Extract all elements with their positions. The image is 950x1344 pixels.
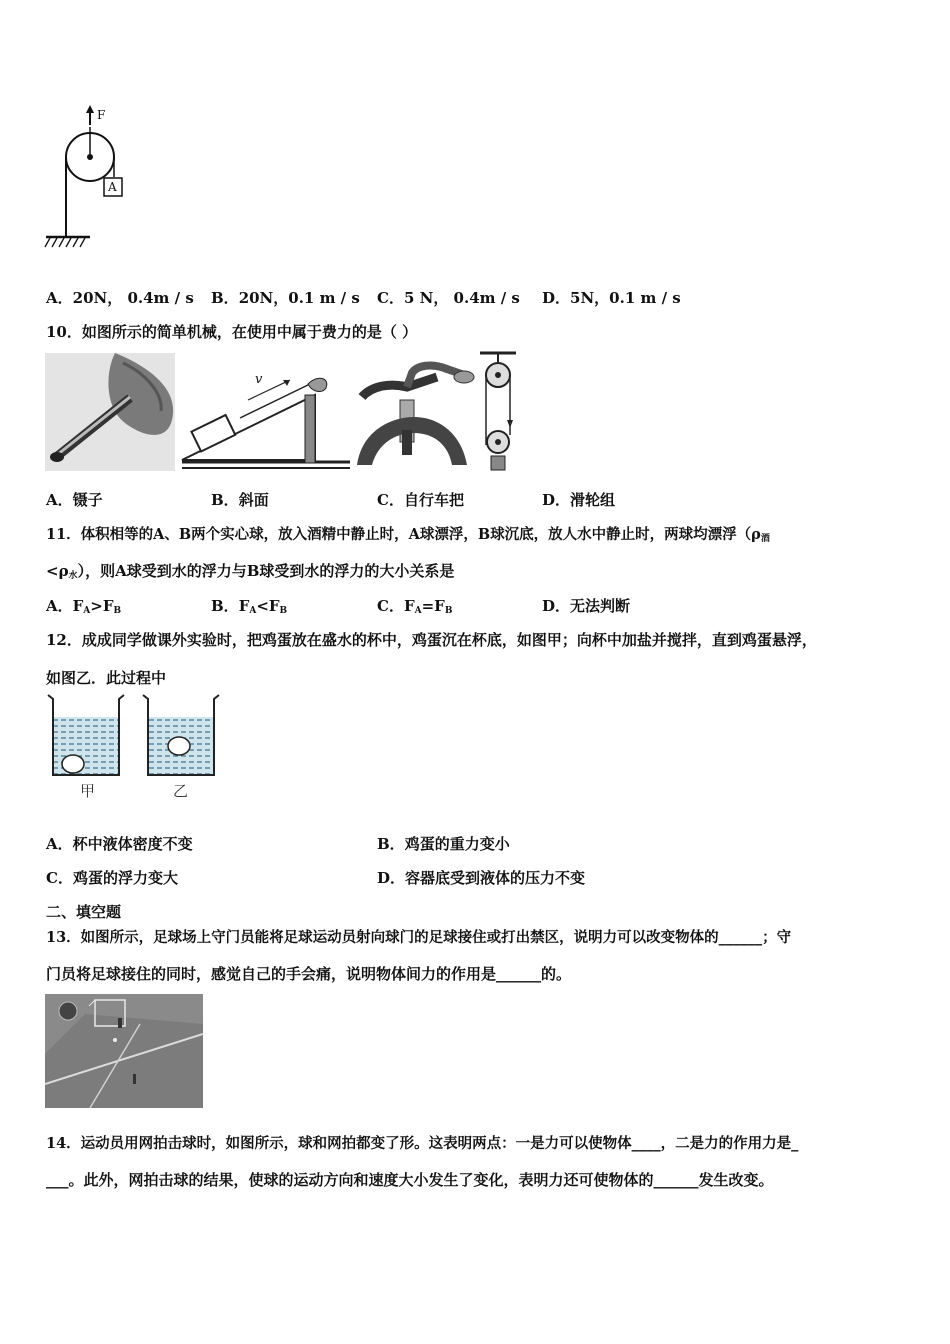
option-letter: B． bbox=[211, 289, 239, 307]
option-letter: A． bbox=[46, 289, 73, 307]
option-letter: D． bbox=[542, 289, 571, 307]
option-letter: D． bbox=[542, 491, 571, 509]
option-text: 滑轮组 bbox=[570, 491, 616, 509]
q12-stem-line1: 12．成成同学做课外实验时，把鸡蛋放在盛水的杯中，鸡蛋沉在杯底，如图甲；向杯中加盐并搅拌，直到鸡蛋悬浮， bbox=[46, 631, 817, 649]
q13-line2: 门员将足球接住的同时，感觉自己的手会痛，说明物体间力的作用是______的。 bbox=[46, 965, 572, 983]
option-letter: C． bbox=[377, 491, 404, 509]
cups-figure bbox=[44, 693, 224, 803]
cup-label-jia: 甲 bbox=[80, 782, 96, 800]
q14-line1: 14．运动员用网拍击球时，如图所示，球和网拍都变了形。这表明两点：一是力可以使物体____，二是力的作用力是_ bbox=[46, 1135, 799, 1152]
q10-option-a[interactable] bbox=[46, 489, 103, 510]
incline-figure bbox=[180, 370, 352, 470]
q10-option-d[interactable] bbox=[542, 489, 615, 510]
option-text: 自行车把 bbox=[403, 491, 464, 509]
q12-option-c[interactable]: C．鸡蛋的浮力变大 bbox=[46, 869, 178, 887]
pulley-block-figure bbox=[478, 350, 518, 475]
q9-option-d[interactable] bbox=[542, 287, 681, 308]
option-text: 镊子 bbox=[72, 491, 103, 509]
q12-option-a[interactable]: A．杯中液体密度不变 bbox=[46, 835, 193, 853]
soccer-field-figure bbox=[45, 994, 203, 1108]
q10-option-b[interactable] bbox=[211, 489, 269, 510]
q12-stem-line2: 如图乙．此过程中 bbox=[46, 669, 167, 687]
option-letter: A． bbox=[46, 491, 73, 509]
option-text: 20N， 0.4m / s bbox=[72, 289, 194, 307]
q10-stem: 10．如图所示的简单机械，在使用中属于费力的是（ ） bbox=[46, 323, 418, 341]
option-text: 斜面 bbox=[238, 491, 269, 509]
q11-option-a[interactable]: A．$F_A>F_B$ bbox=[46, 597, 122, 616]
bicycle-handlebar-figure bbox=[352, 355, 477, 473]
q9-option-c[interactable] bbox=[377, 287, 520, 308]
cup-label-yi: 乙 bbox=[173, 782, 189, 800]
option-letter: B． bbox=[211, 491, 239, 509]
q11-option-c[interactable]: C．$F_A=F_B$ bbox=[377, 597, 453, 616]
section-title: 二、填空题 bbox=[46, 903, 122, 921]
block-label: A bbox=[108, 180, 117, 194]
option-text: 20N，0.1 m / s bbox=[238, 289, 360, 307]
pulley-figure bbox=[40, 105, 140, 255]
q11-stem-line2: $<\rho_水$），则A球受到水的浮力与B球受到水的浮力的大小关系是 bbox=[46, 562, 455, 581]
q13-line1: 13．如图所示，足球场上守门员能将足球运动员射向球门的足球接住或打出禁区，说明力可以改变物体的______；守 bbox=[46, 929, 792, 946]
velocity-label: v bbox=[255, 372, 263, 387]
q14-line2: ___。此外，网拍击球的结果，使球的运动方向和速度大小发生了变化，表明力还可使物体的______发生改变。 bbox=[46, 1171, 774, 1189]
q11-option-d[interactable]: D．无法判断 bbox=[542, 597, 631, 615]
option-text: 5 N， 0.4m / s bbox=[403, 289, 520, 307]
option-letter: C． bbox=[377, 289, 404, 307]
tweezers-figure bbox=[45, 353, 175, 471]
q10-option-c[interactable] bbox=[377, 489, 464, 510]
q11-option-b[interactable]: B．$F_A<F_B$ bbox=[211, 597, 288, 616]
q12-option-b[interactable]: B．鸡蛋的重力变小 bbox=[377, 835, 510, 853]
q9-option-b[interactable] bbox=[211, 287, 360, 308]
q9-option-a[interactable] bbox=[46, 287, 194, 308]
q12-option-d[interactable]: D．容器底受到液体的压力不变 bbox=[377, 869, 586, 887]
option-text: 5N，0.1 m / s bbox=[570, 289, 681, 307]
q11-stem-line1: 11．体积相等的A、B两个实心球，放入酒精中静止时，A球漂浮，B球沉底，放人水中静止时，两球均漂浮（$\rho_酒$ bbox=[46, 526, 770, 544]
force-label: F bbox=[97, 108, 106, 122]
